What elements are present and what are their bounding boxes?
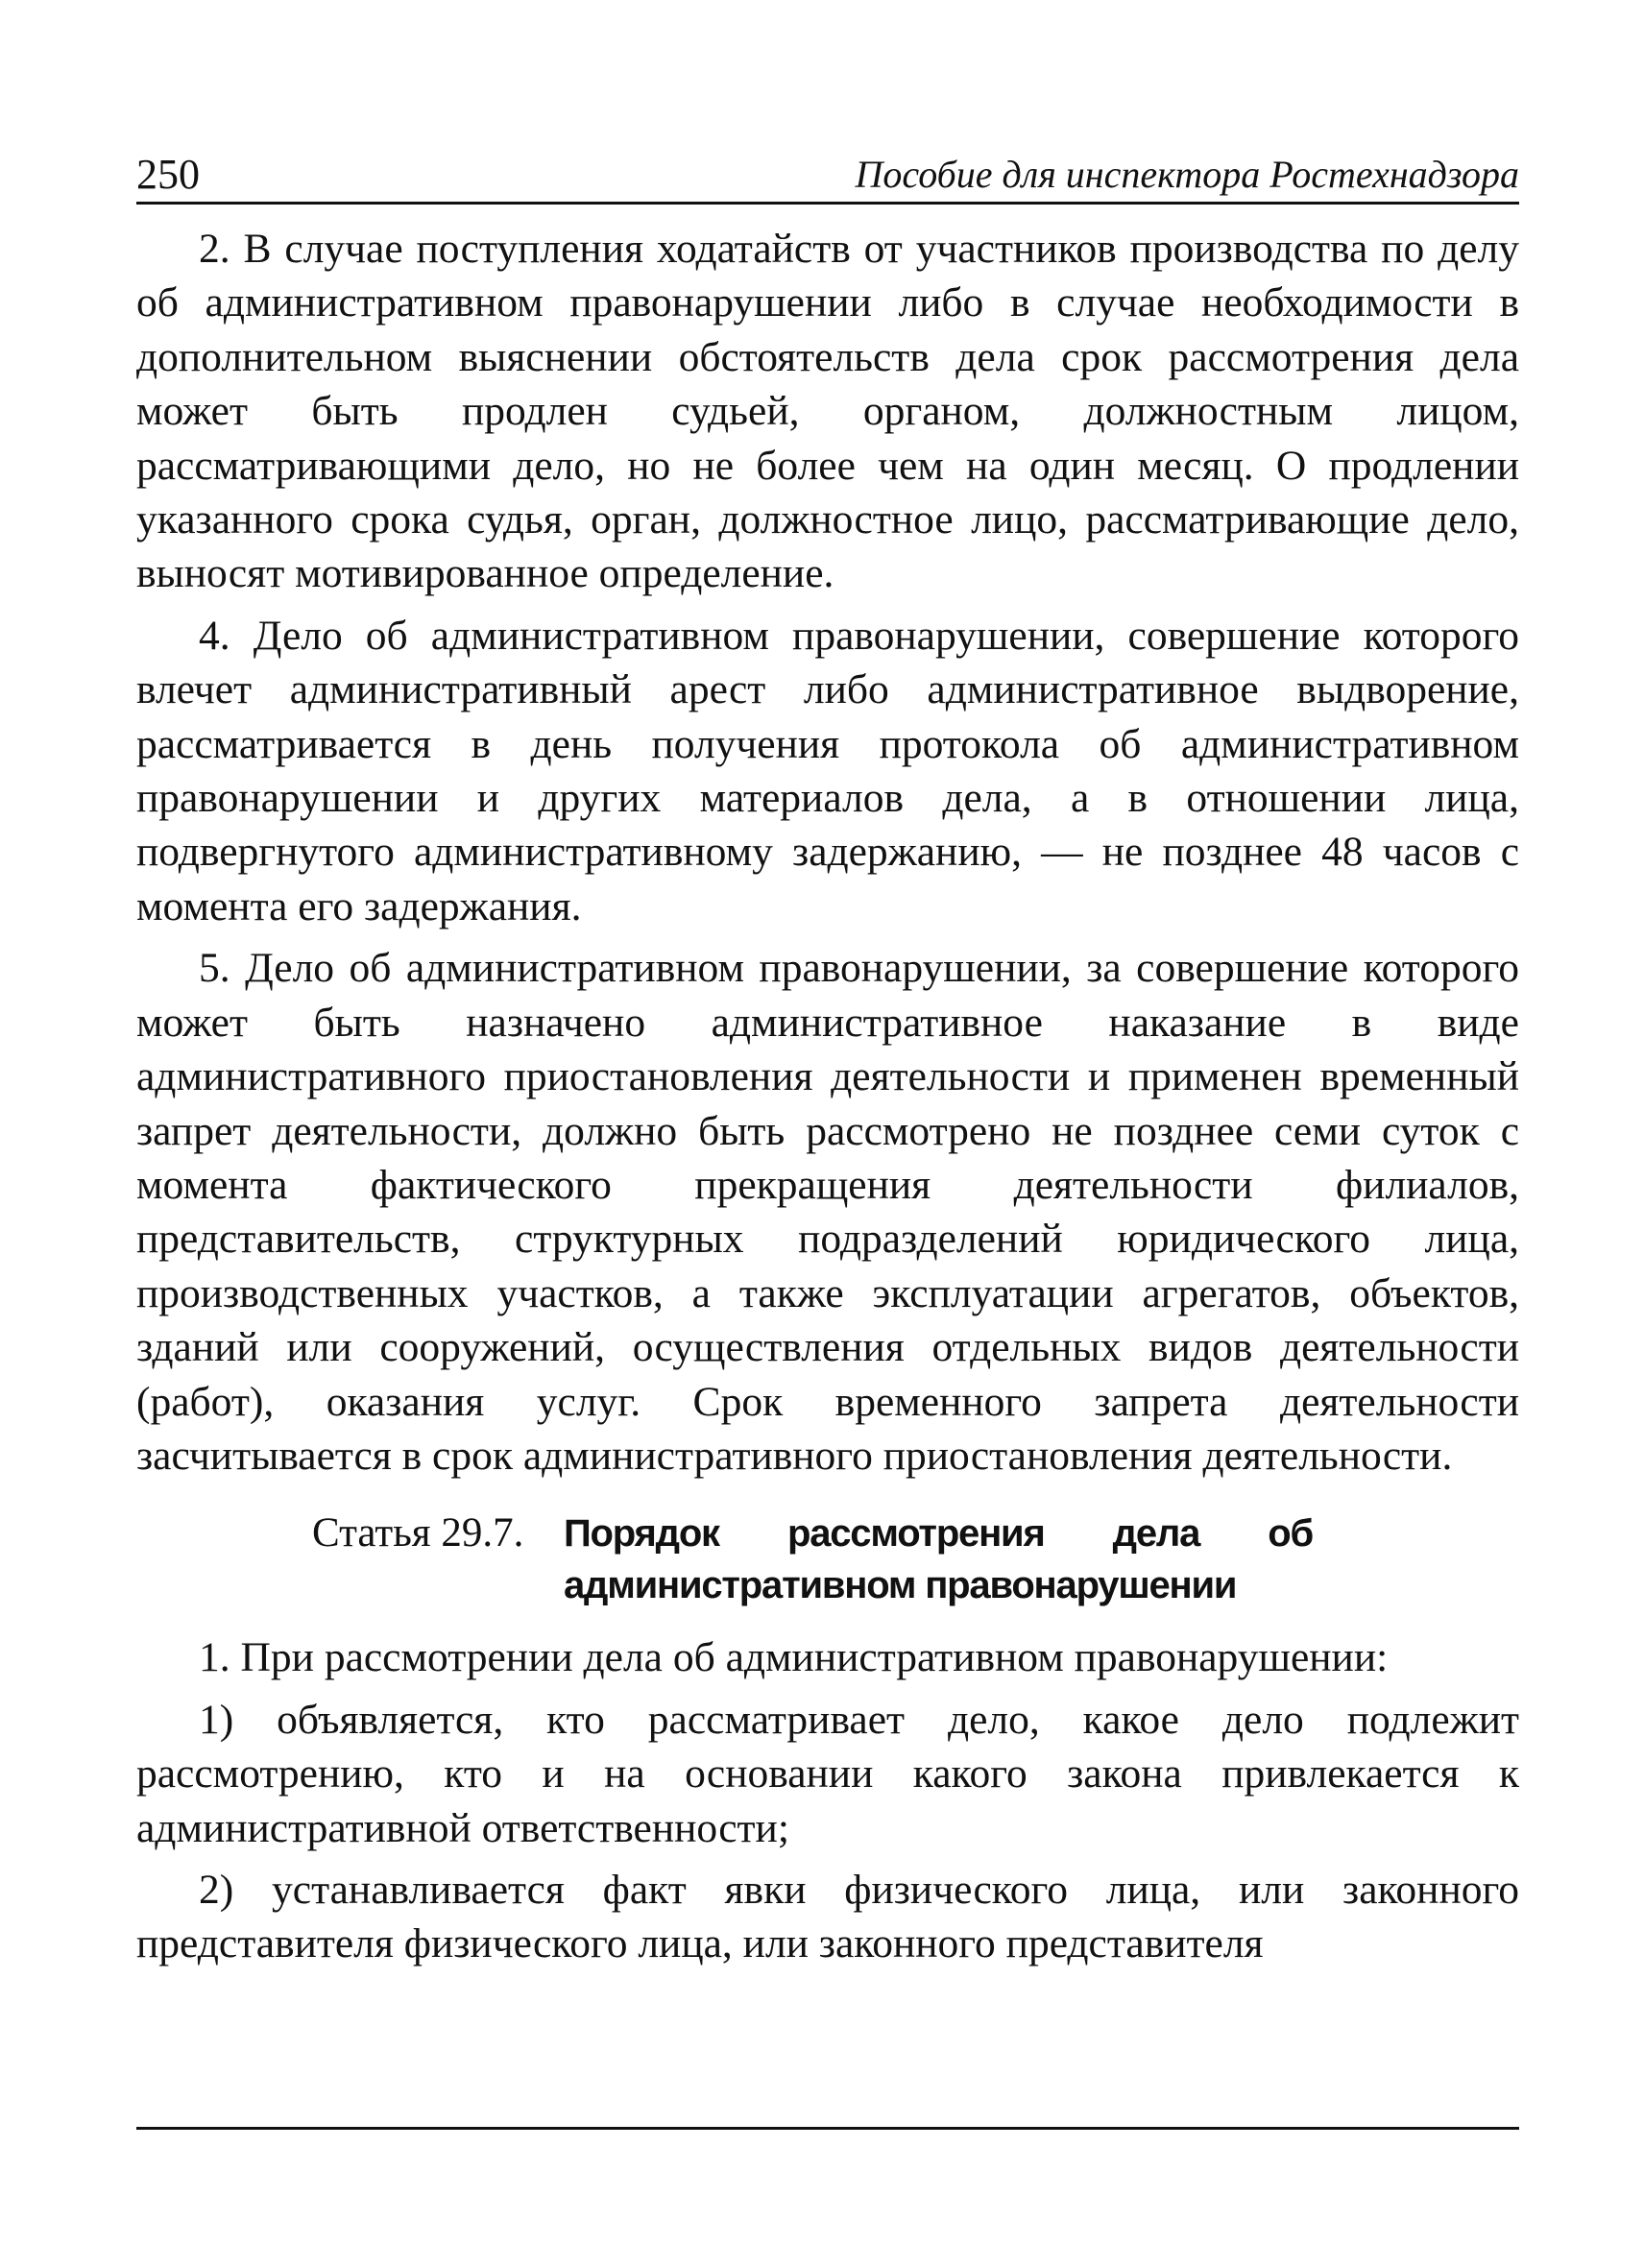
page-number: 250: [136, 151, 200, 198]
body-text: [136, 222, 1519, 1971]
article-title: Порядок рассмотрения дела об административном правонарушении: [564, 1512, 1313, 1607]
list-item-1: 1) объявляется, кто рассматривает дело, какое дело подлежит рассмотрению, кто и на основании какого закона привлекается к административной ответственности;: [136, 1696, 1519, 1851]
list-item-2: 2) устанавливается факт явки физического лица, или законного представителя физического лица, или законного представителя: [136, 1866, 1519, 1967]
paragraph-article-1: 1. При рассмотрении дела об административном правонарушении:: [199, 1634, 1389, 1681]
book-page: [136, 144, 1519, 1979]
paragraph-4: 4. Дело об административном правонарушении, совершение которого влечет административный арест либо административное выдворение, рассматривается в день получения протокола об административном правонарушении и других материалов дела, а в отношении лица, подвергнутого административному задержанию, — не позднее 48 часов с момента его задержания.: [136, 612, 1519, 929]
article-heading: [136, 1508, 1519, 1611]
paragraph-2: 2. В случае поступления ходатайств от участников производства по делу об административном правонарушении либо в случае необходимости в дополнительном выяснении обстоятельств дела срок рассмотрения дела может быть продлен судьей, органом, должностным лицом, рассматривающими дело, но не более чем на один месяц. О продлении указанного срока судья, орган, должностное лицо, рассматривающие дело, выносят мотивированное определение.: [136, 226, 1519, 597]
paragraph-5: 5. Дело об административном правонарушении, за совершение которого может быть назначено административное наказание в виде административного приостановления деятельности и применен временный запрет деятельности, должно быть рассмотрено не позднее семи суток с момента фактического прекращения деятельности филиалов, представительств, структурных подразделений юридического лица, производственных участков, а также эксплуатации агрегатов, объектов, зданий или сооружений, осуществления отдельных видов деятельности (работ), оказания услуг. Срок временного запрета деятельности засчитывается в срок административного приостановления деятельности.: [136, 945, 1519, 1479]
running-head: [136, 144, 1519, 205]
footer-rule: [136, 2127, 1519, 2130]
article-label: Статья 29.7.: [312, 1510, 524, 1556]
book-title: Пособие для инспектора Ростехнадзора: [855, 153, 1519, 196]
